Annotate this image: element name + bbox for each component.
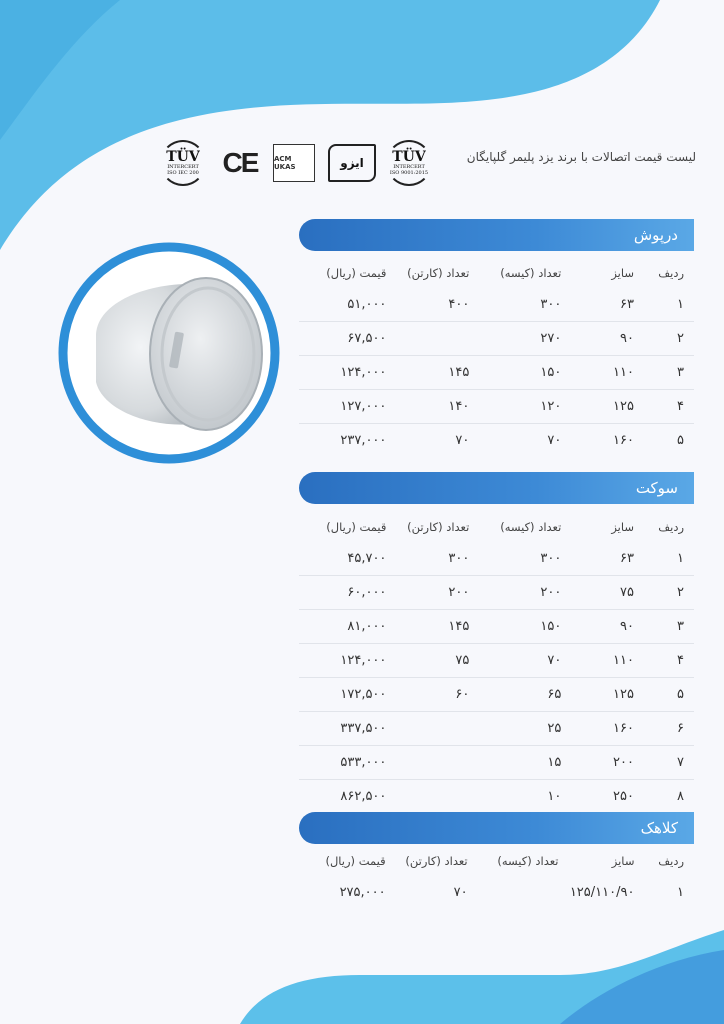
table-row: ۵ ۱۶۰ ۷۰ ۷۰ ۲۳۷,۰۰۰	[299, 424, 694, 458]
table-row: ۳ ۹۰ ۱۵۰ ۱۴۵ ۸۱,۰۰۰	[299, 610, 694, 644]
certification-logos	[160, 140, 440, 186]
ce-logo: CE	[222, 147, 258, 178]
table-row: ۴ ۱۲۵ ۱۲۰ ۱۴۰ ۱۲۷,۰۰۰	[299, 390, 694, 424]
table-row: ۳ ۱۱۰ ۱۵۰ ۱۴۵ ۱۲۴,۰۰۰	[299, 356, 694, 390]
price-table-cap	[299, 846, 694, 909]
price-table-end-cap	[299, 258, 694, 457]
table-row: ۵ ۱۲۵ ۶۵ ۶۰ ۱۷۲,۵۰۰	[299, 678, 694, 712]
section-header-cap: کلاهک	[299, 812, 694, 844]
tuv-logo-2: TÜV INTERCERT ISO 9001:2015	[386, 140, 432, 186]
acm-ukas-logo: ACM UKAS	[272, 140, 316, 186]
table-row: ۸ ۲۵۰ ۱۰ ۸۶۲,۵۰۰	[299, 780, 694, 814]
section-header-end-cap: درپوش	[299, 219, 694, 251]
table-row: ۴ ۱۱۰ ۷۰ ۷۵ ۱۲۴,۰۰۰	[299, 644, 694, 678]
section-header-socket: سوکت	[299, 472, 694, 504]
table-row: ۲ ۷۵ ۲۰۰ ۲۰۰ ۶۰,۰۰۰	[299, 576, 694, 610]
table-row: ۲ ۹۰ ۲۷۰ ۶۷,۵۰۰	[299, 322, 694, 356]
isiri-standard-logo: ایزو	[328, 140, 376, 186]
table-header-row: ردیف سایز تعداد (کیسه) تعداد (کارتن) قیمت (ریال)	[326, 266, 684, 280]
price-table-socket	[299, 512, 694, 813]
page-title: لیست قیمت اتصالات با برند یزد پلیمر گلپایگان	[466, 150, 696, 164]
table-row: ۷ ۲۰۰ ۱۵ ۵۳۳,۰۰۰	[299, 746, 694, 780]
table-row: ۱ ۱۲۵/۱۱۰/۹۰ ۷۰ ۲۷۵,۰۰۰	[339, 885, 684, 900]
product-image-end-cap	[58, 242, 280, 464]
table-row: ۱ ۶۳ ۳۰۰ ۴۰۰ ۵۱,۰۰۰	[347, 297, 684, 312]
tuv-logo: TÜV INTERCERT ISO IEC 200	[160, 140, 206, 186]
table-row: ۶ ۱۶۰ ۲۵ ۳۳۷,۵۰۰	[299, 712, 694, 746]
table-header-row: ردیف سایز تعداد (کیسه) تعداد (کارتن) قیمت (ریال)	[326, 520, 684, 534]
table-header-row: ردیف سایز تعداد (کیسه) تعداد (کارتن) قیمت (ریال)	[325, 854, 684, 868]
table-row: ۱ ۶۳ ۳۰۰ ۳۰۰ ۴۵,۷۰۰	[347, 551, 684, 566]
